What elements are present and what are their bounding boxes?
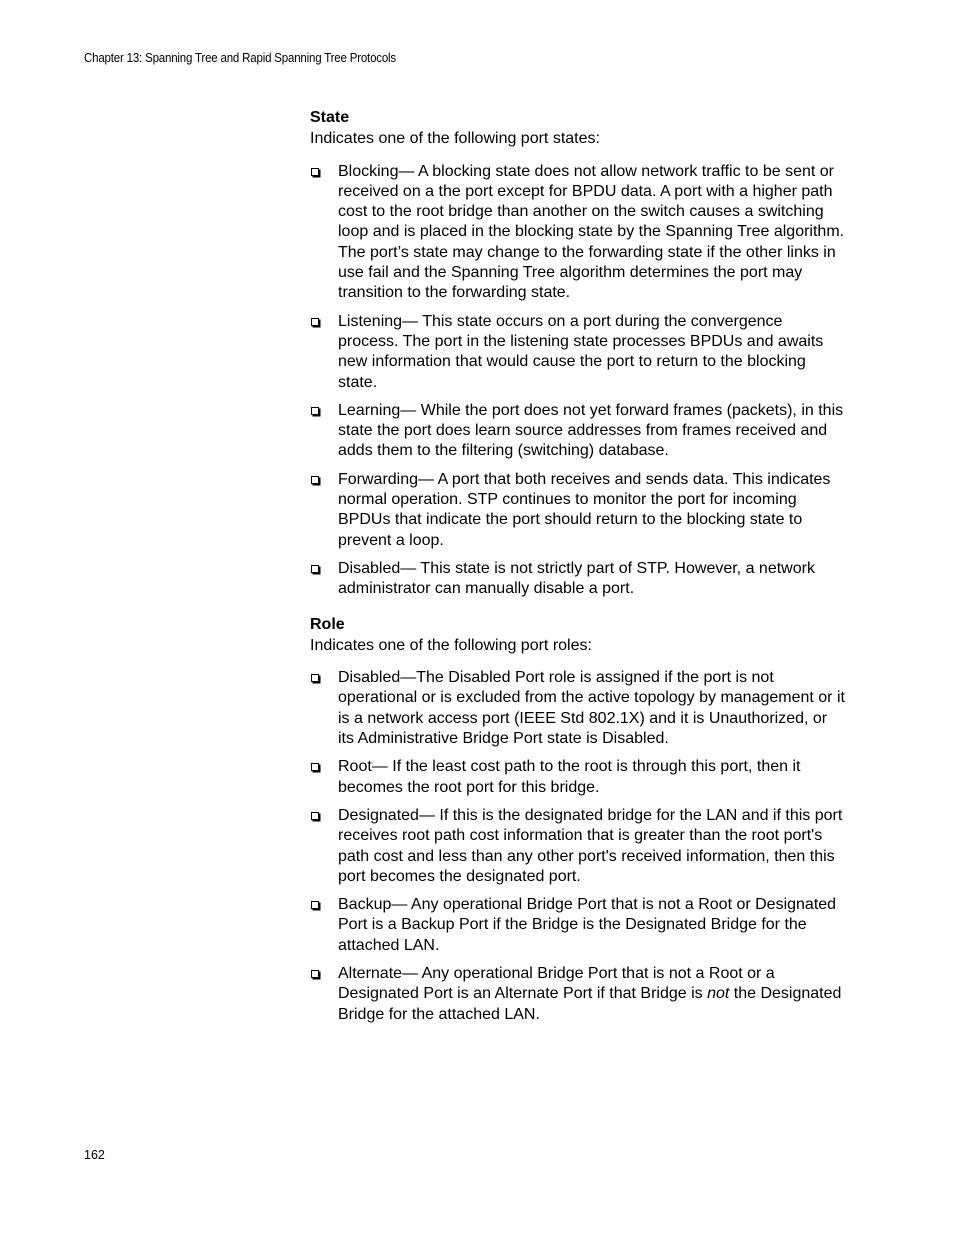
list-item-text: Disabled— This state is not strictly part of STP. However, a network administrator can manually disable a port. — [338, 559, 815, 598]
list-item-text-before: Alternate— Any operational Bridge Port that is not a Root or a Designated Port is an Alternate Port if that Bridge is — [338, 964, 775, 1003]
checkbox-bullet-icon — [311, 674, 319, 682]
checkbox-bullet-icon — [311, 407, 319, 415]
list-item-text: Root— If the least cost path to the root is through this port, then it becomes the root port for this bridge. — [338, 758, 801, 796]
checkbox-bullet-icon — [311, 970, 319, 978]
list-item — [310, 162, 845, 304]
checkbox-bullet-icon — [311, 168, 319, 176]
state-list — [310, 162, 845, 600]
running-header: Chapter 13: Spanning Tree and Rapid Spanning Tree Protocols — [84, 51, 397, 65]
section-heading-state: State — [310, 109, 350, 126]
list-item-text: Designated— If this is the designated bridge for the LAN and if this port receives root path cost information that is greater than the root port's path cost and less than any other port's received information, then this port becomes the designated port. — [338, 806, 843, 885]
page-content — [310, 108, 845, 1040]
list-item-text: Backup— Any operational Bridge Port that is not a Root or Designated Port is a Backup Port if the Bridge is the Designated Bridge for the attached LAN. — [338, 896, 837, 954]
list-item-text: Disabled—The Disabled Port role is assigned if the port is not operational or is excluded from the active topology by management or it is a network access port (IEEE Std 802.1X) and it is Unauthorized, or its Administrative Bridge Port state is Disabled. — [338, 669, 845, 748]
list-item — [310, 668, 845, 749]
list-item-text: Blocking— A blocking state does not allow network traffic to be sent or received on a the port except for BPDU data. A port with a higher path cost to the root bridge than another on the switch causes a switching loop and is placed in the blocking state by the Spanning Tree algorithm. The port’s state may change to the forwarding state if the other links in use fail and the Spanning Tree algorithm determines the port may transition to the forwarding state. — [338, 162, 845, 302]
page-number: 162 — [84, 1148, 105, 1162]
list-item — [310, 470, 845, 551]
list-item-text: Listening— This state occurs on a port during the convergence process. The port in the listening state processes BPDUs and awaits new information that would cause the port to return to the blocking state. — [338, 312, 824, 391]
list-item — [310, 401, 845, 462]
checkbox-bullet-icon — [311, 565, 319, 573]
section-intro-role: Indicates one of the following port roles: — [310, 636, 592, 654]
list-item — [310, 806, 845, 887]
list-item — [310, 559, 845, 600]
list-item-text: Forwarding— A port that both receives and sends data. This indicates normal operation. STP continues to monitor the port for incoming BPDUs that indicate the port should return to the blocking state to prevent a loop. — [338, 470, 831, 549]
list-item-text-after: the Designated Bridge for the attached LAN. — [338, 985, 842, 1023]
emphasis-text: not — [707, 985, 730, 1003]
list-item — [310, 757, 845, 798]
checkbox-bullet-icon — [311, 763, 319, 771]
checkbox-bullet-icon — [311, 901, 319, 909]
section-intro-state: Indicates one of the following port states: — [310, 130, 600, 148]
checkbox-bullet-icon — [311, 812, 319, 820]
list-item — [310, 964, 845, 1025]
list-item-text: Learning— While the port does not yet forward frames (packets), in this state the port does learn source addresses from frames received and adds them to the filtering (switching) database. — [338, 401, 844, 460]
checkbox-bullet-icon — [311, 318, 319, 326]
checkbox-bullet-icon — [311, 476, 319, 484]
role-list — [310, 668, 845, 1025]
list-item — [310, 895, 845, 956]
list-item — [310, 312, 845, 393]
section-heading-role: Role — [310, 615, 345, 633]
